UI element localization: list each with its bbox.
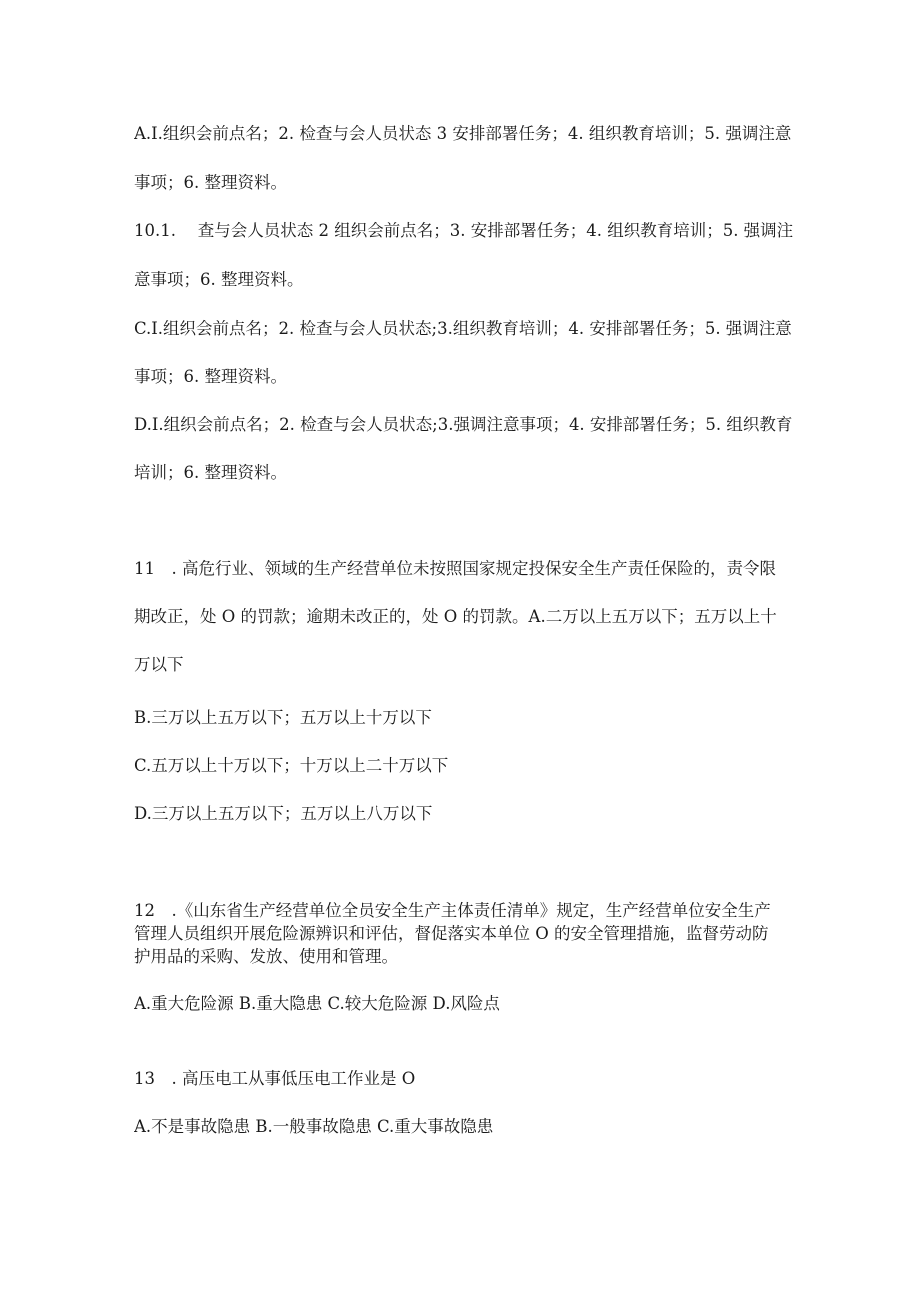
q12-stem-line-1: 12 .《山东省生产经营单位全员安全生产主体责任清单》规定，生产经营单位安全生产 — [134, 901, 771, 920]
q11-stem-line-1: 11 . 高危行业、领域的生产经营单位未按照国家规定投保安全生产责任保险的，责令限 — [134, 559, 776, 578]
q13-stem: 13 . 高压电工从事低压电工作业是 O — [134, 1069, 416, 1088]
q10-option-d-line-1: D.I.组织会前点名；2. 检查与会人员状态;3.强调注意事项；4. 安排部署任务；5. 组织教育 — [134, 415, 793, 434]
q10-option-c-line-1: C.I.组织会前点名；2. 检查与会人员状态;3.组织教育培训；4. 安排部署任务；5. 强调注意 — [134, 319, 792, 338]
q11-stem-line-3: 万以下 — [134, 655, 184, 674]
q12-options: A.重大危险源 B.重大隐患 C.较大危险源 D.风险点 — [134, 994, 500, 1013]
q10-option-a-line-2: 事项；6. 整理资料。 — [134, 173, 287, 192]
q11-option-d: D.三万以上五万以下；五万以上八万以下 — [134, 804, 433, 823]
q10-option-b-line-1: 10.1. 查与会人员状态 2 组织会前点名；3. 安排部署任务；4. 组织教育培训；5. 强调注 — [134, 221, 794, 240]
q13-options: A.不是事故隐患 B.一般事故隐患 C.重大事故隐患 — [134, 1117, 494, 1136]
q10-option-a-line-1: A.I.组织会前点名；2. 检查与会人员状态 3 安排部署任务；4. 组织教育培训；5. 强调注意 — [134, 124, 792, 143]
q11-option-b: B.三万以上五万以下；五万以上十万以下 — [134, 708, 432, 727]
q12-stem-line-3: 护用品的采购、发放、使用和管理。 — [134, 947, 398, 966]
q11-stem-line-2: 期改正，处 O 的罚款；逾期未改正的，处 O 的罚款。A.二万以上五万以下；五万以上十 — [134, 607, 777, 626]
q10-option-c-line-2: 事项；6. 整理资料。 — [134, 367, 287, 386]
q10-option-d-line-2: 培训；6. 整理资料。 — [134, 463, 287, 482]
q12-stem-line-2: 管理人员组织开展危险源辨识和评估，督促落实本单位 O 的安全管理措施，监督劳动防 — [134, 924, 769, 943]
q11-option-c: C.五万以上十万以下；十万以上二十万以下 — [134, 756, 449, 775]
q10-option-b-line-2: 意事项；6. 整理资料。 — [134, 270, 304, 289]
